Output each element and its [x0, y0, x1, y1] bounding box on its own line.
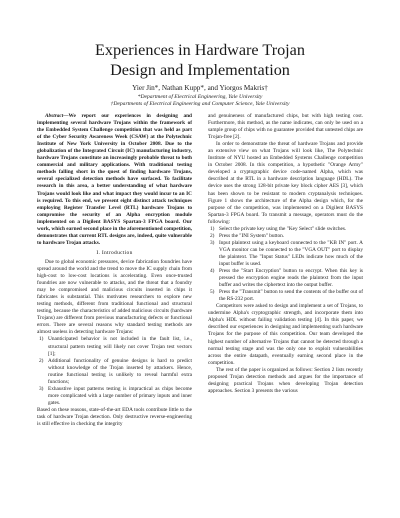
- right-paragraph-1: and genuineness of manufactured chips, but with high testing cost. Furthermore, this method, as the name indicates, can only be used on a sample group of chips with no guarantee provided that untested chips are Trojan-free [2].: [208, 113, 363, 141]
- list-item: 3) Input plaintext using a keyboard connected to the "KB IN" port. A VGA monitor can be connected to the "VGA OUT" port to display the plaintext. The "Input Status" LEDs indicate how much of the input buffer is used.: [210, 239, 363, 267]
- abstract-lead: Abstract—: [45, 113, 69, 119]
- right-paragraph-3: Competitors were asked to design and implement a set of Trojans, to undermine Alpha's cryptographic strength, and incorporate them into Alpha's HDL without failing validation testing [4]. In this paper, we described our experiences in designing and implementing such hardware Trojans for the purpose of this competition. Our team developed the highest number of alternative Trojans that cannot be detected through a normal testing stage and was the only one to exploit vulnerabilities across the entire datapath, eventually earning second place in the competition.: [208, 303, 363, 366]
- procedure-list: [208, 226, 363, 304]
- section-heading-introduction: I. Introduction: [96, 249, 133, 256]
- intro-paragraph-1: Due to global economic pressures, device fabrication foundries have spread around the world and the trend to move the IC supply chain from high-cost to low-cost locations is accelerating. Even once-trusted foundries are now vulnerable to attacks, and the threat that a foundry may be compromised and malicious circuits inserted in chips it fabricates is substantial. This motivates researchers to explore new testing methods, different from traditional functional and structural testing, because the characteristics of added malicious circuits (hardware Trojans) are different from previous manufacturing defects or functional errors. There are several reasons why standard testing methods are almost useless in detecting hardware Trojans:: [37, 258, 192, 336]
- right-paragraph-2: In order to demonstrate the threat of hardware Trojans and provide an extensive view on what Trojans will look like, The Polytechnic Institute of NYU hosted an Embedded Systems Challenge competition in October 2008. In this competition, a hypothetic "Orange Army" developed a cryptographic device code-named Alpha, which was described at the RTL in a hardware description language (HDL). The device uses the strong 128-bit private key block cipher AES [3], which has been shown to be resistant to modern cryptanalysis techniques. Figure 1 shows the architecture of the Alpha design which, for the purpose of the competition, was implemented on a Digilent BASYS Spartan-3 FPGA board. To transmit a message, operators must do the following:: [208, 141, 363, 225]
- list-item: 4) Press the "Start Encryption" button to encrypt. When this key is pressed the encryption engine reads the plaintext from the input buffer and writes the ciphertext into the output buffer.: [210, 268, 363, 289]
- list-item: 1) Select the private key using the "Key Select" slide switches.: [210, 225, 347, 232]
- right-paragraph-4: The rest of the paper is organized as follows: Section 2 lists recently proposed Trojan detection methods and argues for the importance of designing practical Trojans when developing Trojan detection approaches. Section 3 presents the various: [208, 366, 363, 394]
- list-item: 5) Press the "Transmit" button to send the contents of the buffer out of the RS-232 port.: [210, 289, 363, 303]
- affiliation-2: †Departments of Electrical Engineering and Computer Science, Yale University: [110, 101, 290, 107]
- list-item: 2) Additional functionality of genuine designs is hard to predict without knowledge of the Trojan inserted by attackers. Hence, routine functional testing is unlikely to reveal harmful extra functions;: [39, 357, 192, 385]
- title-line-2: Design and Implementation: [110, 61, 290, 79]
- intro-list: [37, 336, 192, 406]
- list-item: 2) Press the "INI System" button.: [210, 232, 285, 239]
- right-column: [208, 113, 363, 395]
- left-column: [37, 113, 192, 428]
- abstract: [37, 113, 192, 247]
- abstract-body: We report our experiences in designing and implementing several hardware Trojans within the framework of the Embedded System Challenge competition that was held as part of the Cyber Security Awareness Week (CSAW) at the Polytechnic Institute of New York University in October 2008. Due to the globalization of the Integrated Circuit (IC) manufacturing industry, hardware Trojans constitute an increasingly probable threat to both commercial and military applications. With traditional testing methods falling short in the quest of finding hardware Trojans, several specialized detection methods have surfaced. To facilitate research in this area, a better understanding of what hardware Trojans would look like and what impact they would incur to an IC is required. To this end, we present eight distinct attack techniques employing Register Transfer Level (RTL) hardware Trojans to compromise the security of an Alpha encryption module implemented on a Digilent BASYS Spartan-3 FPGA board. Our work, which earned second place in the aforementioned competition, demonstrates that current RTL designs are, indeed, quite vulnerable to hardware Trojan attacks.: [37, 113, 192, 246]
- title-line-1: Experiences in Hardware Trojan: [95, 41, 305, 59]
- intro-paragraph-2: Based on these reasons, state-of-the-art EDA tools contribute little to the task of hardware Trojan detection. Only destructive reverse-engineering is still effective in checking the integrity: [37, 406, 192, 428]
- affiliation-1: *Department of Electrical Engineering, Yale University: [137, 94, 263, 100]
- list-item: 3) Exhaustive input patterns testing is impractical as chips become more complicated with a large number of primary inputs and inner gates.: [39, 385, 192, 406]
- list-item: 1) Unanticipated behavior is not included in the fault list, i.e., structural pattern testing will likely not cover Trojan test vectors [1];: [39, 336, 192, 357]
- paper-title: [0, 40, 400, 80]
- author-list: Yier Jin*, Nathan Kupp*, and Yiorgos Makris†: [132, 84, 268, 92]
